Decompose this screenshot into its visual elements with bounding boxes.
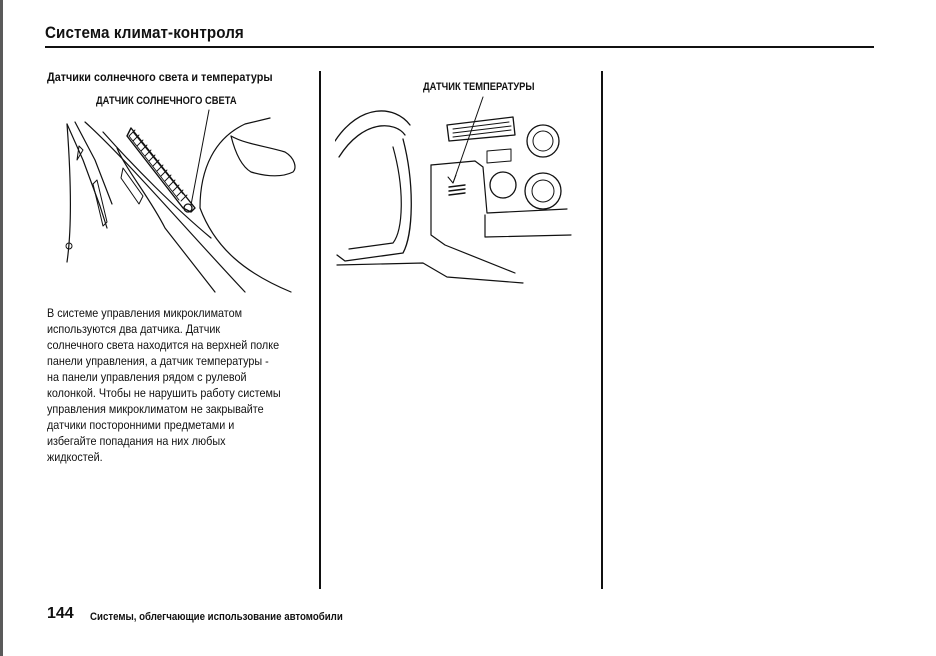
text-line: колонкой. Чтобы не нарушить работу системы [47, 386, 281, 400]
sun-sensor-callout: ДАТЧИК СОЛНЕЧНОГО СВЕТА [96, 95, 237, 107]
sensors-description [47, 305, 299, 465]
text-line: В системе управления микроклиматом [47, 306, 243, 320]
column-divider-left [319, 71, 321, 589]
text-line: на панели управления рядом с рулевой [47, 370, 247, 384]
page-title: Система климат-контроля [45, 24, 244, 42]
temp-sensor-callout: ДАТЧИК ТЕМПЕРАТУРЫ [423, 81, 535, 93]
column-divider-right [601, 71, 603, 589]
title-rule [45, 46, 874, 48]
text-line: жидкостей. [47, 450, 103, 464]
page-edge [0, 0, 3, 656]
temp-sensor-illustration [335, 95, 575, 285]
sensors-subheading: Датчики солнечного света и температуры [47, 70, 273, 84]
text-line: избегайте попадания на них любых [47, 434, 226, 448]
text-line: солнечного света находится на верхней полке [47, 338, 280, 352]
sun-sensor-illustration [55, 108, 305, 296]
text-line: датчики посторонними предметами и [47, 418, 235, 432]
page-number: 144 [47, 605, 74, 622]
footer-section-title: Системы, облегчающие использование автомобили [90, 611, 343, 623]
text-line: управления микроклиматом не закрывайте [47, 402, 264, 416]
text-line: используются два датчика. Датчик [47, 322, 221, 336]
text-line: панели управления, а датчик температуры - [47, 354, 269, 368]
